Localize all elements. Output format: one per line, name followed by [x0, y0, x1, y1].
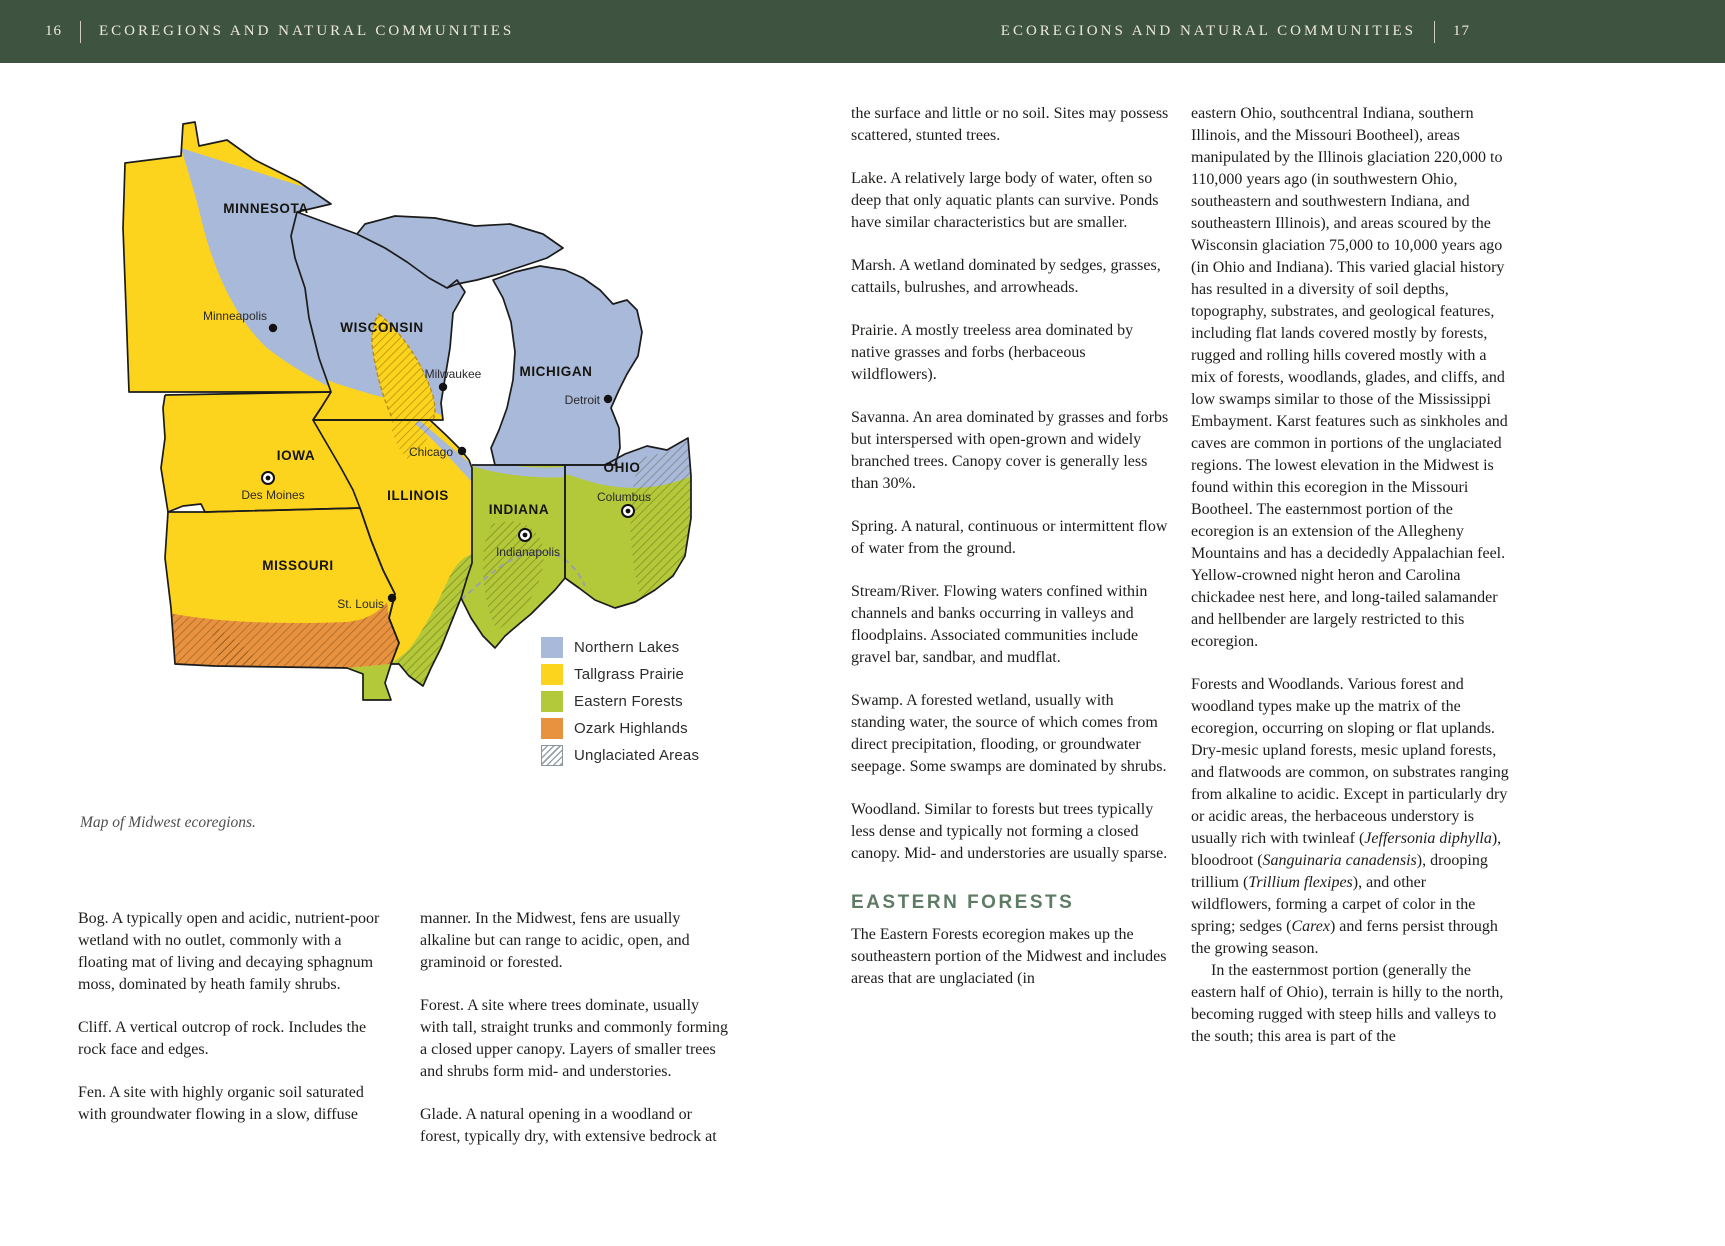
page-number-left: 16: [45, 23, 62, 39]
region-eastern-forests-bootheel: [347, 664, 391, 700]
legend-label: Tallgrass Prairie: [574, 666, 685, 683]
label-indianapolis: Indianapolis: [495, 545, 561, 559]
legend-swatch-tallgrass-prairie: [541, 664, 563, 685]
header-left: [45, 0, 514, 63]
paragraph-prairie: Prairie. A mostly treeless area dominated by native grasses and forbs (herbaceous wildflowers).: [851, 322, 1134, 383]
label-columbus: Columbus: [596, 490, 652, 504]
paragraph-bog: Bog. A typically open and acidic, nutrient-poor wetland with no outlet, commonly with a floating mat of living and decaying sphagnum moss, dominated by heath family shrubs.: [78, 910, 380, 993]
left-page-column-2: [420, 908, 728, 1169]
legend-item-ozark-highlands: [541, 715, 699, 742]
legend-item-eastern-forests: [541, 688, 699, 715]
columbus-dot: [626, 509, 631, 514]
paragraph-spring: Spring. A natural, continuous or intermittent flow of water from the ground.: [851, 518, 1168, 557]
label-milwaukee: Milwaukee: [424, 367, 482, 381]
page-number-right: 17: [1453, 23, 1470, 39]
label-st-louis: St. Louis: [337, 597, 384, 611]
header-band: [0, 0, 1725, 63]
right-page-column-2: [1191, 103, 1509, 1069]
running-title-right: ECOREGIONS AND NATURAL COMMUNITIES: [1000, 23, 1416, 39]
legend-item-unglaciated-areas: [541, 742, 699, 769]
paragraph-eastern-forests-cont: eastern Ohio, southcentral Indiana, southern Illinois, and the Missouri Bootheel), areas manipulated by the Illinois glaciation 220,000 to 110,000 years ago (in southwestern Ohio, southeastern and southwestern Indiana, and southeastern Illinois), and areas scoured by the Wisconsin glaciation 75,000 to 10,000 years ago (in Ohio and Indiana). This varied glacial history has resulted in a diversity of soil depths, topography, substrates, and geological features, including flat lands covered mostly by forests, rugged and rolling hills covered mostly with a mix of forests, woodlands, glades, and cliffs, and low swamps similar to those of the Mississippi Embayment. Karst features such as sinkholes and caves are common in portions of the unglaciated regions. The lowest elevation in the Midwest is found within this ecoregion in the Missouri Bootheel. The easternmost portion of the ecoregion is an extension of the Allegheny Mountains and has a decidedly Appalachian feel. Yellow-crowned night heron and Carolina chickadee nest here, and long-tailed salamander and hellbender are largely restricted to this ecoregion.: [1191, 105, 1508, 650]
paragraph-forests-and-woodlands: Forests and Woodlands. Various forest and woodland types make up the matrix of the ecoregion, occurring on sloping or flat uplands. Dry-mesic upland forests, mesic upland forests, and flatwoods are common, on substrates ranging from alkaline to acidic. Except in particularly dry or acidic areas, the herbaceous understory is usually rich with twinleaf (Jeffersonia diphylla), bloodroot (Sanguinaria canadensis), drooping trillium (Trillium flexipes), and other wildflowers, forming a carpet of color in the spring; sedges (Carex) and ferns persist through the growing season.: [1191, 676, 1509, 957]
right-page-column-1: [851, 103, 1169, 1011]
detroit-dot: [604, 395, 612, 403]
label-minneapolis: Minneapolis: [202, 309, 267, 323]
chicago-dot: [458, 447, 466, 455]
paragraph-glade: Glade. A natural opening in a woodland or forest, typically dry, with extensive bedrock at: [420, 1106, 717, 1145]
paragraph-stream-river: Stream/River. Flowing waters confined within channels and banks occurring in valleys and floodplains. Associated communities include gravel bar, sandbar, and mudflat.: [851, 583, 1148, 666]
label-missouri: MISSOURI: [262, 558, 334, 573]
legend-item-tallgrass-prairie: [541, 661, 699, 688]
paragraph-easternmost-portion: In the easternmost portion (generally the eastern half of Ohio), terrain is hilly to the north, becoming rugged with steep hills and valleys to the south; this area is part of the: [1191, 962, 1504, 1045]
paragraph-savanna: Savanna. An area dominated by grasses and forbs but interspersed with open-grown and widely branched trees. Canopy cover is generally less than 30%.: [851, 409, 1169, 492]
label-detroit: Detroit: [564, 393, 600, 407]
paragraph-glade-cont: the surface and little or no soil. Sites may possess scattered, stunted trees.: [851, 105, 1169, 144]
label-chicago: Chicago: [408, 445, 453, 459]
running-title-left: ECOREGIONS AND NATURAL COMMUNITIES: [99, 23, 515, 39]
label-minnesota: MINNESOTA: [223, 201, 309, 216]
map-legend: [541, 634, 699, 769]
section-heading-eastern-forests: EASTERN FORESTS: [851, 892, 1075, 913]
legend-swatch-northern-lakes: [541, 637, 563, 658]
legend-item-northern-lakes: [541, 634, 699, 661]
legend-label: Unglaciated Areas: [574, 747, 700, 764]
paragraph-eastern-forests-intro: The Eastern Forests ecoregion makes up the southeastern portion of the Midwest and includes areas that are unglaciated (in: [851, 926, 1167, 987]
paragraph-fen: Fen. A site with highly organic soil saturated with groundwater flowing in a slow, diffuse: [78, 1084, 364, 1123]
paragraph-woodland: Woodland. Similar to forests but trees typically less dense and typically not forming a closed canopy. Mid- and understories are usually sparse.: [851, 801, 1168, 862]
indianapolis-dot: [523, 533, 528, 538]
label-illinois: ILLINOIS: [387, 488, 449, 503]
unglaciated-hatch-in: [483, 521, 544, 630]
paragraph-cliff: Cliff. A vertical outcrop of rock. Includes the rock face and edges.: [78, 1019, 367, 1058]
paragraph-marsh: Marsh. A wetland dominated by sedges, grasses, cattails, bulrushes, and arrowheads.: [851, 257, 1161, 296]
map-caption: Map of Midwest ecoregions.: [80, 814, 256, 831]
left-page-column-1: [78, 908, 386, 1147]
st-louis-dot: [388, 594, 396, 602]
header-right: [1001, 0, 1470, 63]
legend-swatch-eastern-forests: [541, 691, 563, 712]
label-iowa: IOWA: [276, 448, 316, 463]
ecoregion-fills: [123, 122, 691, 700]
legend-swatch-unglaciated-areas: [541, 745, 563, 766]
label-michigan: MICHIGAN: [519, 364, 593, 379]
paragraph-forest: Forest. A site where trees dominate, usually with tall, straight trunks and commonly forming a closed upper canopy. Layers of smaller trees and shrubs form mid- and understories.: [420, 997, 728, 1080]
legend-label: Eastern Forests: [574, 693, 683, 710]
label-wisconsin: WISCONSIN: [340, 320, 424, 335]
paragraph-swamp: Swamp. A forested wetland, usually with standing water, the source of which comes from direct precipitation, flooding, or groundwater seepage. Some swamps are dominated by shrubs.: [851, 692, 1167, 775]
minneapolis-dot: [269, 324, 277, 332]
paragraph-fen-cont: manner. In the Midwest, fens are usually alkaline but can range to acidic, open, and graminoid or forested.: [420, 910, 690, 971]
des-moines-dot: [266, 476, 271, 481]
label-des-moines: Des Moines: [241, 488, 305, 502]
legend-label: Northern Lakes: [574, 639, 680, 656]
header-divider-left: [80, 21, 81, 43]
paragraph-lake: Lake. A relatively large body of water, often so deep that only aquatic plants can survive. Ponds have similar characteristics but are smaller.: [851, 170, 1159, 231]
legend-label: Ozark Highlands: [574, 720, 688, 737]
milwaukee-dot: [439, 383, 447, 391]
label-indiana: INDIANA: [488, 502, 550, 517]
legend-swatch-ozark-highlands: [541, 718, 563, 739]
header-divider-right: [1434, 21, 1435, 43]
label-ohio: OHIO: [603, 460, 641, 475]
